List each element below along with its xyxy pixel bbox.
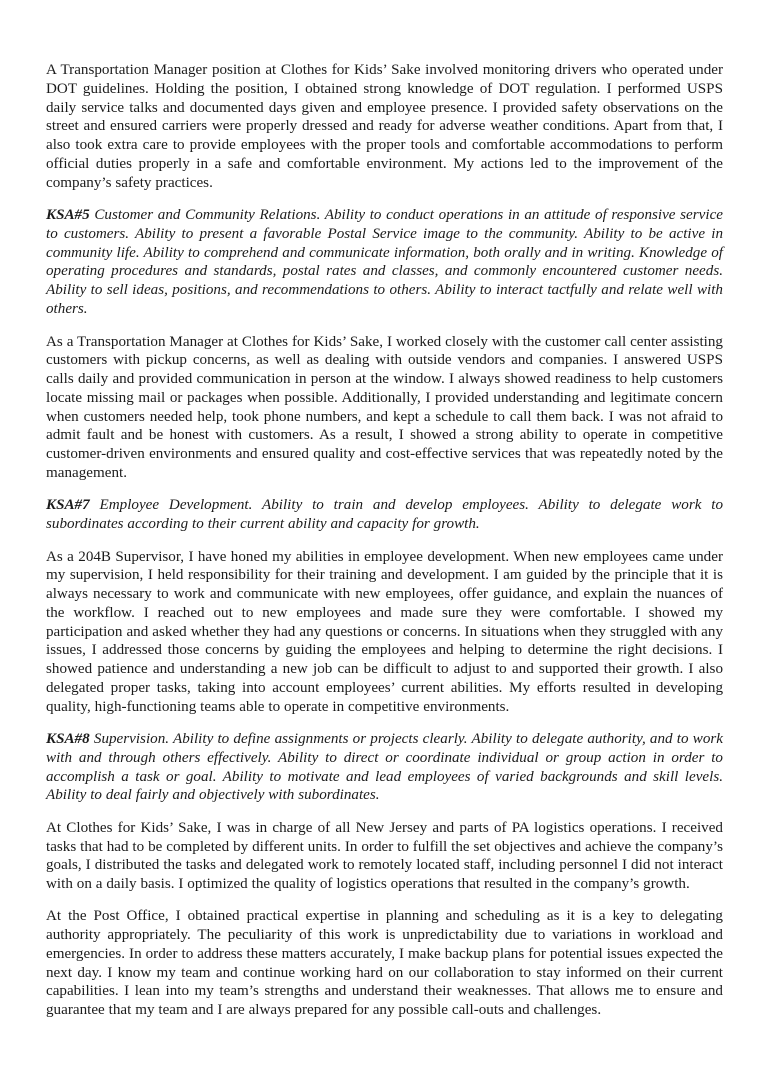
ksa-heading-8 bbox=[46, 730, 723, 806]
ksa-5-description: Customer and Community Relations. Ability to conduct operations in an attitude of responsive service to customers. Ability to present a favorable Postal Service image to the community. Ability to be active in community life. Ability to comprehend and communicate information, both orally and in writing. Knowledge of operating procedures and standards, postal rates and classes, and commonly encountered customer needs. Ability to sell ideas, positions, and recommendations to others. Ability to interact tactfully and relate well with others. bbox=[46, 206, 723, 318]
ksa-8-description: Supervision. Ability to define assignments or projects clearly. Ability to delegate authority, and to work with and through others effectively. Ability to direct or coordinate individual or group action in order to accomplish a task or goal. Ability to motivate and lead employees of varied backgrounds and skill levels. Ability to deal fairly and objectively with subordinates. bbox=[46, 730, 723, 804]
paragraph-transportation-manager-dot: A Transportation Manager position at Clothes for Kids’ Sake involved monitoring drivers who operated under DOT guidelines. Holding the position, I obtained strong knowledge of DOT regulation. I performed USPS daily service talks and documented days given and employee presence. I provided safety observations on the street and ensured carriers were properly dressed and ready for adverse weather conditions. Apart from that, I also took extra care to provide employees with the proper tools and comfortable accommodations to perform official duties properly in a safe and comfortable environment. My actions led to the improvement of the company’s safety practices. bbox=[46, 62, 723, 191]
paragraph-204b-supervisor: As a 204B Supervisor, I have honed my abilities in employee development. When new employees came under my supervision, I held responsibility for their training and development. I am guided by the principle that it is always necessary to work and communicate with new employees, offer guidance, and explain the nuances of the workflow. I reached out to new employees and made sure they were comfortable. I showed my participation and asked whether they had any questions or concerns. In situations when they struggled with any issues, I addressed those concerns by guiding the employees and helping to determine the right decisions. I showed patience and understanding a new job can be difficult to adjust to and supported their growth. I also delegated proper tasks, taking into account employees’ current abilities. My efforts resulted in developing quality, high-functioning teams able to operate in competitive environments. bbox=[46, 548, 723, 715]
paragraph-new-jersey-logistics: At Clothes for Kids’ Sake, I was in charge of all New Jersey and parts of PA logistics operations. I received tasks that had to be completed by different units. In order to fulfill the set objectives and achieve the company’s goals, I distributed the tasks and delegated work to remotely located staff, including personnel I did not interact with on a daily basis. I optimized the quality of logistics operations that resulted in the company’s growth. bbox=[46, 819, 723, 893]
ksa-7-tag: KSA#7 bbox=[46, 497, 90, 514]
ksa-heading-7 bbox=[46, 496, 723, 534]
ksa-8-tag: KSA#8 bbox=[46, 730, 90, 747]
paragraph-post-office-planning: At the Post Office, I obtained practical expertise in planning and scheduling as it is a key to delegating authority appropriately. The peculiarity of this work is unpredictability due to variations in workload and emergencies. In order to address these matters accurately, I make backup plans for potential issues expected the next day. I know my team and continue working hard on our collaboration to stay informed on their current capabilities. I lean into my team’s strengths and understand their weaknesses. That allows me to ensure and guarantee that my team and I are always prepared for any possible call-outs and challenges. bbox=[46, 908, 723, 1019]
paragraph-customer-call-center: As a Transportation Manager at Clothes for Kids’ Sake, I worked closely with the customer call center assisting customers with pickup concerns, as well as dealing with outside vendors and companies. I answered USPS calls daily and provided communication in person at the window. I always showed readiness to help customers locate missing mail or packages when possible. Additionally, I provided understanding and legitimate concern when customers needed help, took phone numbers, and kept a schedule to call them back. I was not afraid to admit fault and be honest with customers. As a result, I showed a strong ability to operate in competitive customer-driven environments and ensured quality and cost-effective services that was repeatedly noted by the management. bbox=[46, 333, 723, 481]
ksa-heading-5 bbox=[46, 206, 723, 319]
ksa-7-description: Employee Development. Ability to train and develop employees. Ability to delegate work to subordinates according to their current ability and capacity for growth. bbox=[46, 497, 723, 533]
ksa-5-tag: KSA#5 bbox=[46, 206, 90, 223]
document-text-column bbox=[46, 61, 723, 1020]
